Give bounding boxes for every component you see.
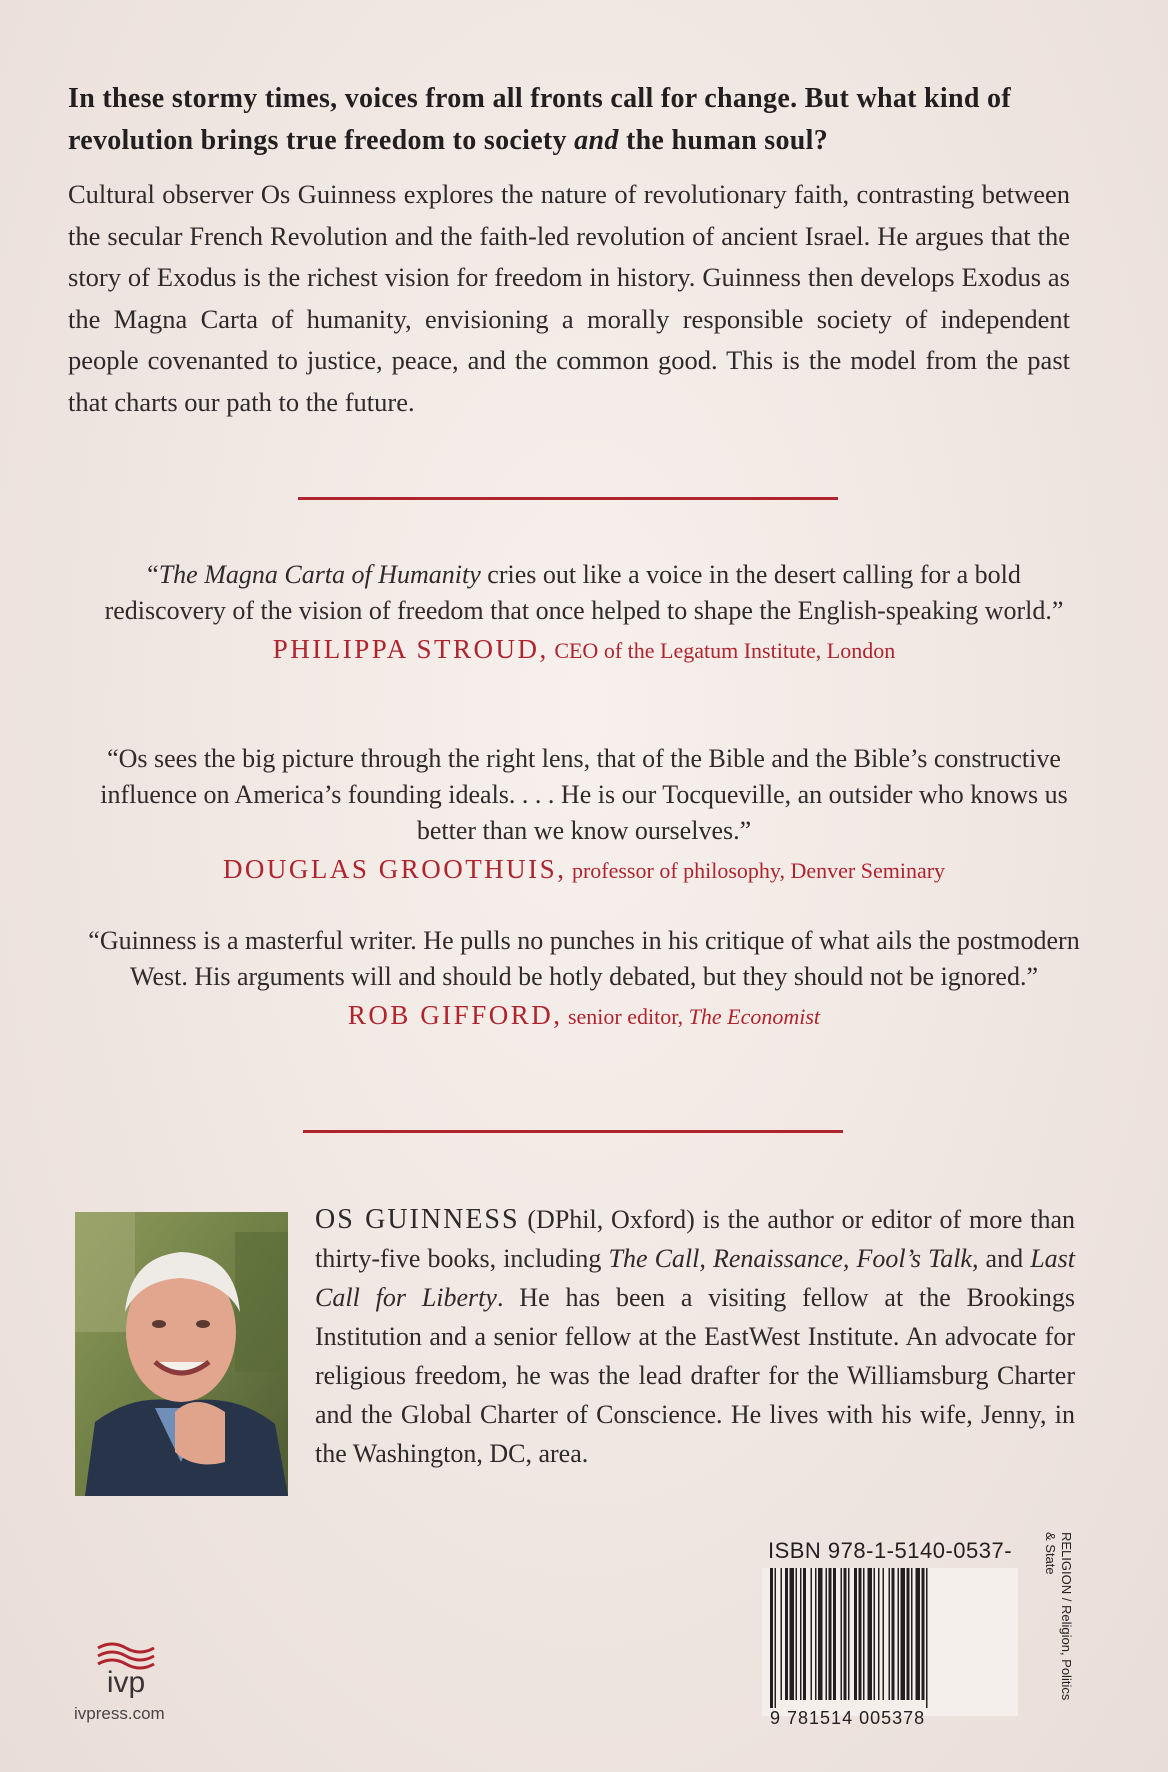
- endorser-name: DOUGLAS GROOTHUIS,: [222, 854, 567, 884]
- category-line-2: & State: [1043, 1532, 1058, 1575]
- bio-books-1: The Call, Renaissance, Fool’s Talk,: [608, 1244, 979, 1273]
- divider-top: [298, 497, 838, 500]
- bio-books-2: Last Call for Liberty: [315, 1244, 1075, 1312]
- svg-text:ivp: ivp: [106, 1666, 146, 1699]
- quote-text: “Guinness is a masterful writer. He pulls no punches in his critique of what ails the postmodern West. His arguments will and should be hotly debated, but they should not be ignored.”: [88, 926, 1080, 991]
- endorser-role: senior editor,: [562, 1004, 689, 1029]
- endorser-name: ROB GIFFORD,: [347, 1000, 563, 1030]
- barcode: [762, 1568, 1018, 1716]
- author-bio: [315, 1200, 1075, 1473]
- publisher-url: ivpress.com: [74, 1704, 165, 1723]
- description-paragraph: Cultural observer Os Guinness explores the nature of revolutionary faith, contrasting between the secular French Revolution and the faith-led revolution of ancient Israel. He argues that the story of Exodus is the richest vision for freedom in history. Guinness then develops Exodus as the Magna Carta of humanity, envisioning a morally responsible society of independent people covenanted to justice, peace, and the common good. This is the model from the past that charts our path to the future.: [68, 179, 1070, 417]
- barcode-digits: 9 781514 005378: [770, 1708, 926, 1728]
- category-line-1: RELIGION / Religion, Politics: [1059, 1532, 1074, 1701]
- bio-text-c: . He has been a visiting fellow at the Brookings Institution and a senior fellow at the EastWest Institute. An advocate for religious freedom, he was the lead drafter for the Williamsburg Charter and the Global Charter of Conscience. He lives with his wife, Jenny, in the Washington, DC, area.: [315, 1283, 1075, 1468]
- author-name: OS GUINNESS: [315, 1204, 520, 1235]
- endorser-publication: The Economist: [688, 1004, 821, 1029]
- endorser-name: PHILIPPA STROUD,: [272, 634, 549, 664]
- publisher-logo-icon: [92, 1630, 162, 1700]
- quote-text: cries out like a voice in the desert calling for a bold rediscovery of the vision of freedom that once helped to shape the English-speaking world.”: [104, 560, 1064, 625]
- lead-paragraph: [68, 78, 1068, 162]
- bio-text-a: (DPhil, Oxford) is the author or editor of more than thirty-five books, including: [315, 1205, 1075, 1273]
- endorser-role: CEO of the Legatum Institute, London: [548, 638, 896, 663]
- endorsement-gifford: [84, 923, 1084, 1035]
- quote-text: “Os sees the big picture through the right lens, that of the Bible and the Bible’s constructive influence on America’s founding ideals. . . . He is our Tocqueville, an outsider who knows us better than we know ourselves.”: [100, 744, 1068, 845]
- category-label: [1034, 1532, 1074, 1732]
- isbn-label: ISBN 978-1-5140-0537-: [767, 1538, 1013, 1563]
- lead-text-1: In these stormy times, voices from all fronts call for change. But what kind of revolution brings true freedom to society: [68, 83, 1011, 156]
- author-portrait-image: [75, 1212, 288, 1496]
- endorser-role: professor of philosophy, Denver Seminary: [566, 858, 946, 883]
- ivp-logo: [92, 1630, 162, 1700]
- author-photo: [75, 1212, 288, 1496]
- endorsement-groothuis: [84, 741, 1084, 889]
- quote-attribution: [84, 851, 1084, 889]
- quote-open: “: [147, 560, 159, 589]
- quote-attribution: [84, 631, 1084, 669]
- barcode-bars-icon: [762, 1568, 1018, 1708]
- quote-book-title: The Magna Carta of Humanity: [158, 560, 481, 589]
- endorsement-stroud: [84, 557, 1084, 669]
- divider-bottom: [303, 1130, 843, 1133]
- lead-text-2: the human soul?: [618, 125, 829, 156]
- quote-attribution: [84, 997, 1084, 1035]
- lead-emphasis: and: [574, 125, 619, 156]
- bio-text-b: and: [978, 1244, 1031, 1273]
